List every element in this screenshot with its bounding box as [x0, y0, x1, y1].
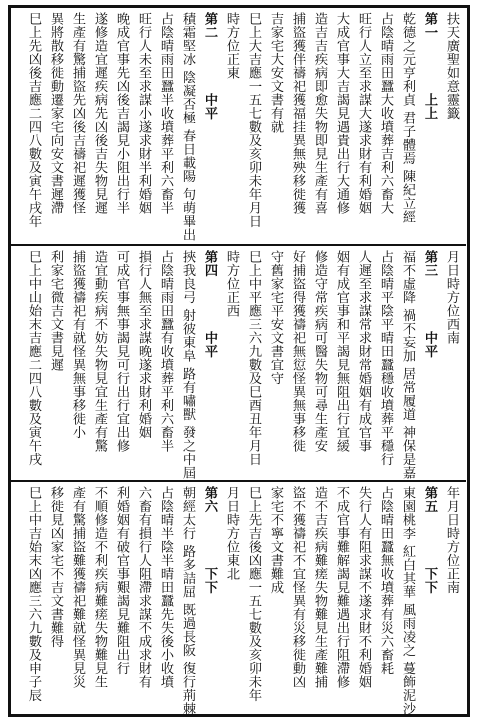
text-column: 旺行人未至求謀小遂求財半利婚姻	[136, 12, 151, 215]
section-1-columns	[10, 8, 466, 244]
text-column: 第六 下下	[202, 486, 217, 594]
text-column: 異將散移徙動遷家宅向安文書遲滯	[48, 12, 63, 215]
text-column: 巳上中山始末吉應二四八數及寅午戌	[26, 250, 41, 466]
text-column: 家宅不寧文書難成	[268, 486, 283, 594]
text-column: 積霜堅冰 陰凝否極 春日載陽 句萌畢出	[180, 12, 195, 242]
text-column: 占陰晴雨田蠶有收墳葬平利六畜半	[158, 250, 173, 453]
text-column: 第五 下下	[422, 486, 437, 594]
text-column: 人遲至求謀常求財常婚姻有成官事	[356, 250, 371, 453]
text-column: 移徙見凶家宅不吉文書難得	[48, 486, 63, 648]
text-column: 占陰晴半陰半晴田蠶先失後小收墳	[158, 486, 173, 689]
text-column: 晚成官事先凶後吉謁見小阻出行半	[114, 12, 129, 215]
text-column: 損行人無至求謀晚遂求財利婚姻	[136, 250, 151, 439]
text-column: 占陰晴田蠶無收墳葬有災六畜耗	[378, 486, 393, 675]
text-column: 生產有驚捕盜先凶後吉禱祀遲獲怪	[70, 12, 85, 215]
text-column: 盜不獲禱祀不宜怪異有災移徙動凶	[290, 486, 305, 689]
text-column: 月日時方位東北	[224, 486, 239, 581]
text-column: 造吉吉疾病即愈失物即見生產有喜	[312, 12, 327, 215]
text-column: 朝經太行 路多詰屈 既過長阪 復行荊棘	[180, 486, 195, 716]
text-column: 不順修造不利疾病難瘥失物難見生	[92, 486, 107, 689]
text-column: 吉家宅大安文書有就	[268, 12, 283, 134]
text-column: 時方位正西	[224, 250, 239, 318]
text-column: 巳上中平應三六九數及巳酉丑年月日	[246, 250, 261, 466]
text-column: 捕盜獲伴禱祀獲福挂異無殃移徙獲	[290, 12, 305, 215]
section-3	[10, 480, 466, 716]
text-column: 乾德之元亨利貞 君子體焉 陳紀立經	[400, 12, 415, 224]
section-2	[10, 244, 466, 482]
text-column: 第一 上上	[422, 12, 437, 120]
text-column: 巳上先吉後凶應一五七數及亥卯未年	[246, 486, 261, 702]
text-column: 第三 中平	[422, 250, 437, 358]
text-column: 占陰晴雨田蠶大收墳葬吉利六畜大	[378, 12, 393, 215]
text-column: 第四 中平	[202, 250, 217, 358]
text-column: 大成官事大吉謁見遇貴出行大通修	[334, 12, 349, 215]
text-column: 利家宅微吉文書見遲	[48, 250, 63, 372]
text-column: 好捕盜得獲禱祀無愆怪異無事移徙	[290, 250, 305, 453]
text-column: 占陰晴雨田蠶半收墳葬平利六畜半	[158, 12, 173, 215]
text-column: 利婚姻有破官事艱謁見難阻出行	[114, 486, 129, 675]
text-column: 守舊家宅平安文書宜守	[268, 250, 283, 385]
text-column: 年月日時方位正南	[444, 486, 459, 594]
text-column: 造不吉疾病難瘥失物難見生產難捕	[312, 486, 327, 689]
section-2-columns	[10, 246, 466, 482]
text-column: 巳上中吉始末凶應三六九數及申子辰	[26, 486, 41, 702]
text-column: 捕盜獲禱祀有就怪異無事移徙小	[70, 250, 85, 439]
text-column: 扶天廣聖如意靈籤	[444, 12, 459, 120]
text-column: 六畜有損行人阻滯求謀不成求財有	[136, 486, 151, 689]
text-column: 第二 中平	[202, 12, 217, 120]
text-column: 不成官事難解謁見難遇出行阻滯修	[334, 486, 349, 689]
text-column: 挾我良弓 射彼東阜 路有嘯獸 發之中屆	[180, 250, 195, 480]
text-column: 可成官事無事謁見可行出行宜出修	[114, 250, 129, 453]
text-column: 產有驚捕盜難獲禱祀難就怪異見災	[70, 486, 85, 689]
section-1	[10, 8, 466, 244]
text-column: 旺行人立至求謀大遂求財有利婚姻	[356, 12, 371, 215]
text-column: 遂修造宜遲疾病先凶後吉失物見遲	[92, 12, 107, 215]
text-column: 姻有成官事和平謁見無阻出行宜緩	[334, 250, 349, 453]
section-3-columns	[10, 482, 466, 716]
text-column: 時方位正東	[224, 12, 239, 80]
text-column: 修造守常疾病可醫失物可尋生產安	[312, 250, 327, 453]
text-column: 占陰晴平陰平晴田蠶穩收墳葬平穩行	[378, 250, 393, 466]
text-column: 造宜動疾病不妨失物見宜生產有驚	[92, 250, 107, 453]
text-column: 東園桃李 紅白其華 風雨凌之 蔓飾泥沙	[400, 486, 415, 716]
text-column: 巳上大吉應一五七數及亥卯未年月日	[246, 12, 261, 228]
text-column: 巳上先凶後吉應二四八數及寅午戌年	[26, 12, 41, 228]
text-column: 福不虛降 禍不妄加 居常履道 神保是嘉	[400, 250, 415, 480]
text-column: 月日時方位西南	[444, 250, 459, 345]
text-column: 失行人有阻求謀不遂求財不利婚姻	[356, 486, 371, 689]
